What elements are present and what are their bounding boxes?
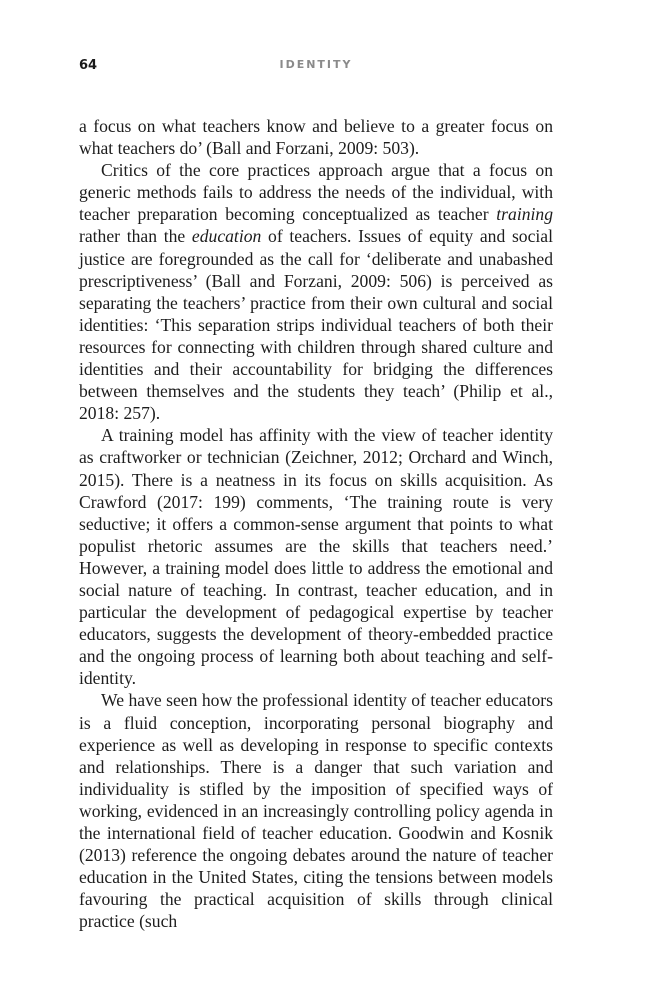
paragraph-text: a focus on what teachers know and believe to a greater focus on what teachers do’ (Ball and Forzani, 2009: 503). (79, 116, 553, 159)
page-number: 64 (79, 58, 98, 73)
body-text (79, 115, 553, 932)
paragraph-text: A training model has affinity with the view of teacher identity as craftworker or technician (Zeichner, 2012; Orchard and Winch, 2015). There is a neatness in its focus on skills acquisition. As Crawford (2017: 199) comments, ‘The training route is very seductive; it offers a common-sense argument that points to what populist rhetoric assumes are the skills that teachers need.’ However, a training model does little to address the emotional and social nature of teaching. In contrast, teacher education, and in particular the development of pedagogical expertise by teacher educators, suggests the development of theory-embedded practice and the ongoing process of learning both about teaching and self-identity. (79, 425, 553, 689)
paragraph-continuation (79, 115, 553, 159)
running-head: IDENTITY (279, 58, 353, 71)
paragraph-text: Critics of the core practices approach argue that a focus on generic methods fails to address the needs of the individual, with teacher preparation becoming conceptualized as teacher (79, 160, 553, 225)
paragraph-text: of teachers. Issues of equity and social justice are foregrounded as the call for ‘deliberate and unabashed prescriptiveness’ (Ball and Forzani, 2009: 506) is perceived as separating the teachers’ practice from their own cultural and social identities: ‘This separation strips individual teachers of both their resources for connecting with children through shared culture and identities and their accountability for bridging the differences between themselves and the students they teach’ (Philip et al., 2018: 257). (79, 226, 553, 424)
emphasis-education: education (191, 226, 262, 247)
paragraph-professional-identity (79, 689, 553, 932)
emphasis-training: training (496, 204, 553, 225)
paragraph-text: rather than the (79, 226, 192, 247)
paragraph-training-model (79, 424, 553, 689)
paragraph-text: We have seen how the professional identity of teacher educators is a fluid conception, incorporating personal biography and experience as well as developing in response to specific contexts and relationships. There is a danger that such variation and individuality is stifled by the imposition of specified ways of working, evidenced in an increasingly controlling policy agenda in the international field of teacher education. Goodwin and Kosnik (2013) reference the ongoing debates around the nature of teacher education in the United States, citing the tensions between models favouring the practical acquisition of skills through clinical practice (such (79, 690, 553, 932)
page-header (79, 58, 553, 78)
paragraph-critics (79, 159, 553, 424)
